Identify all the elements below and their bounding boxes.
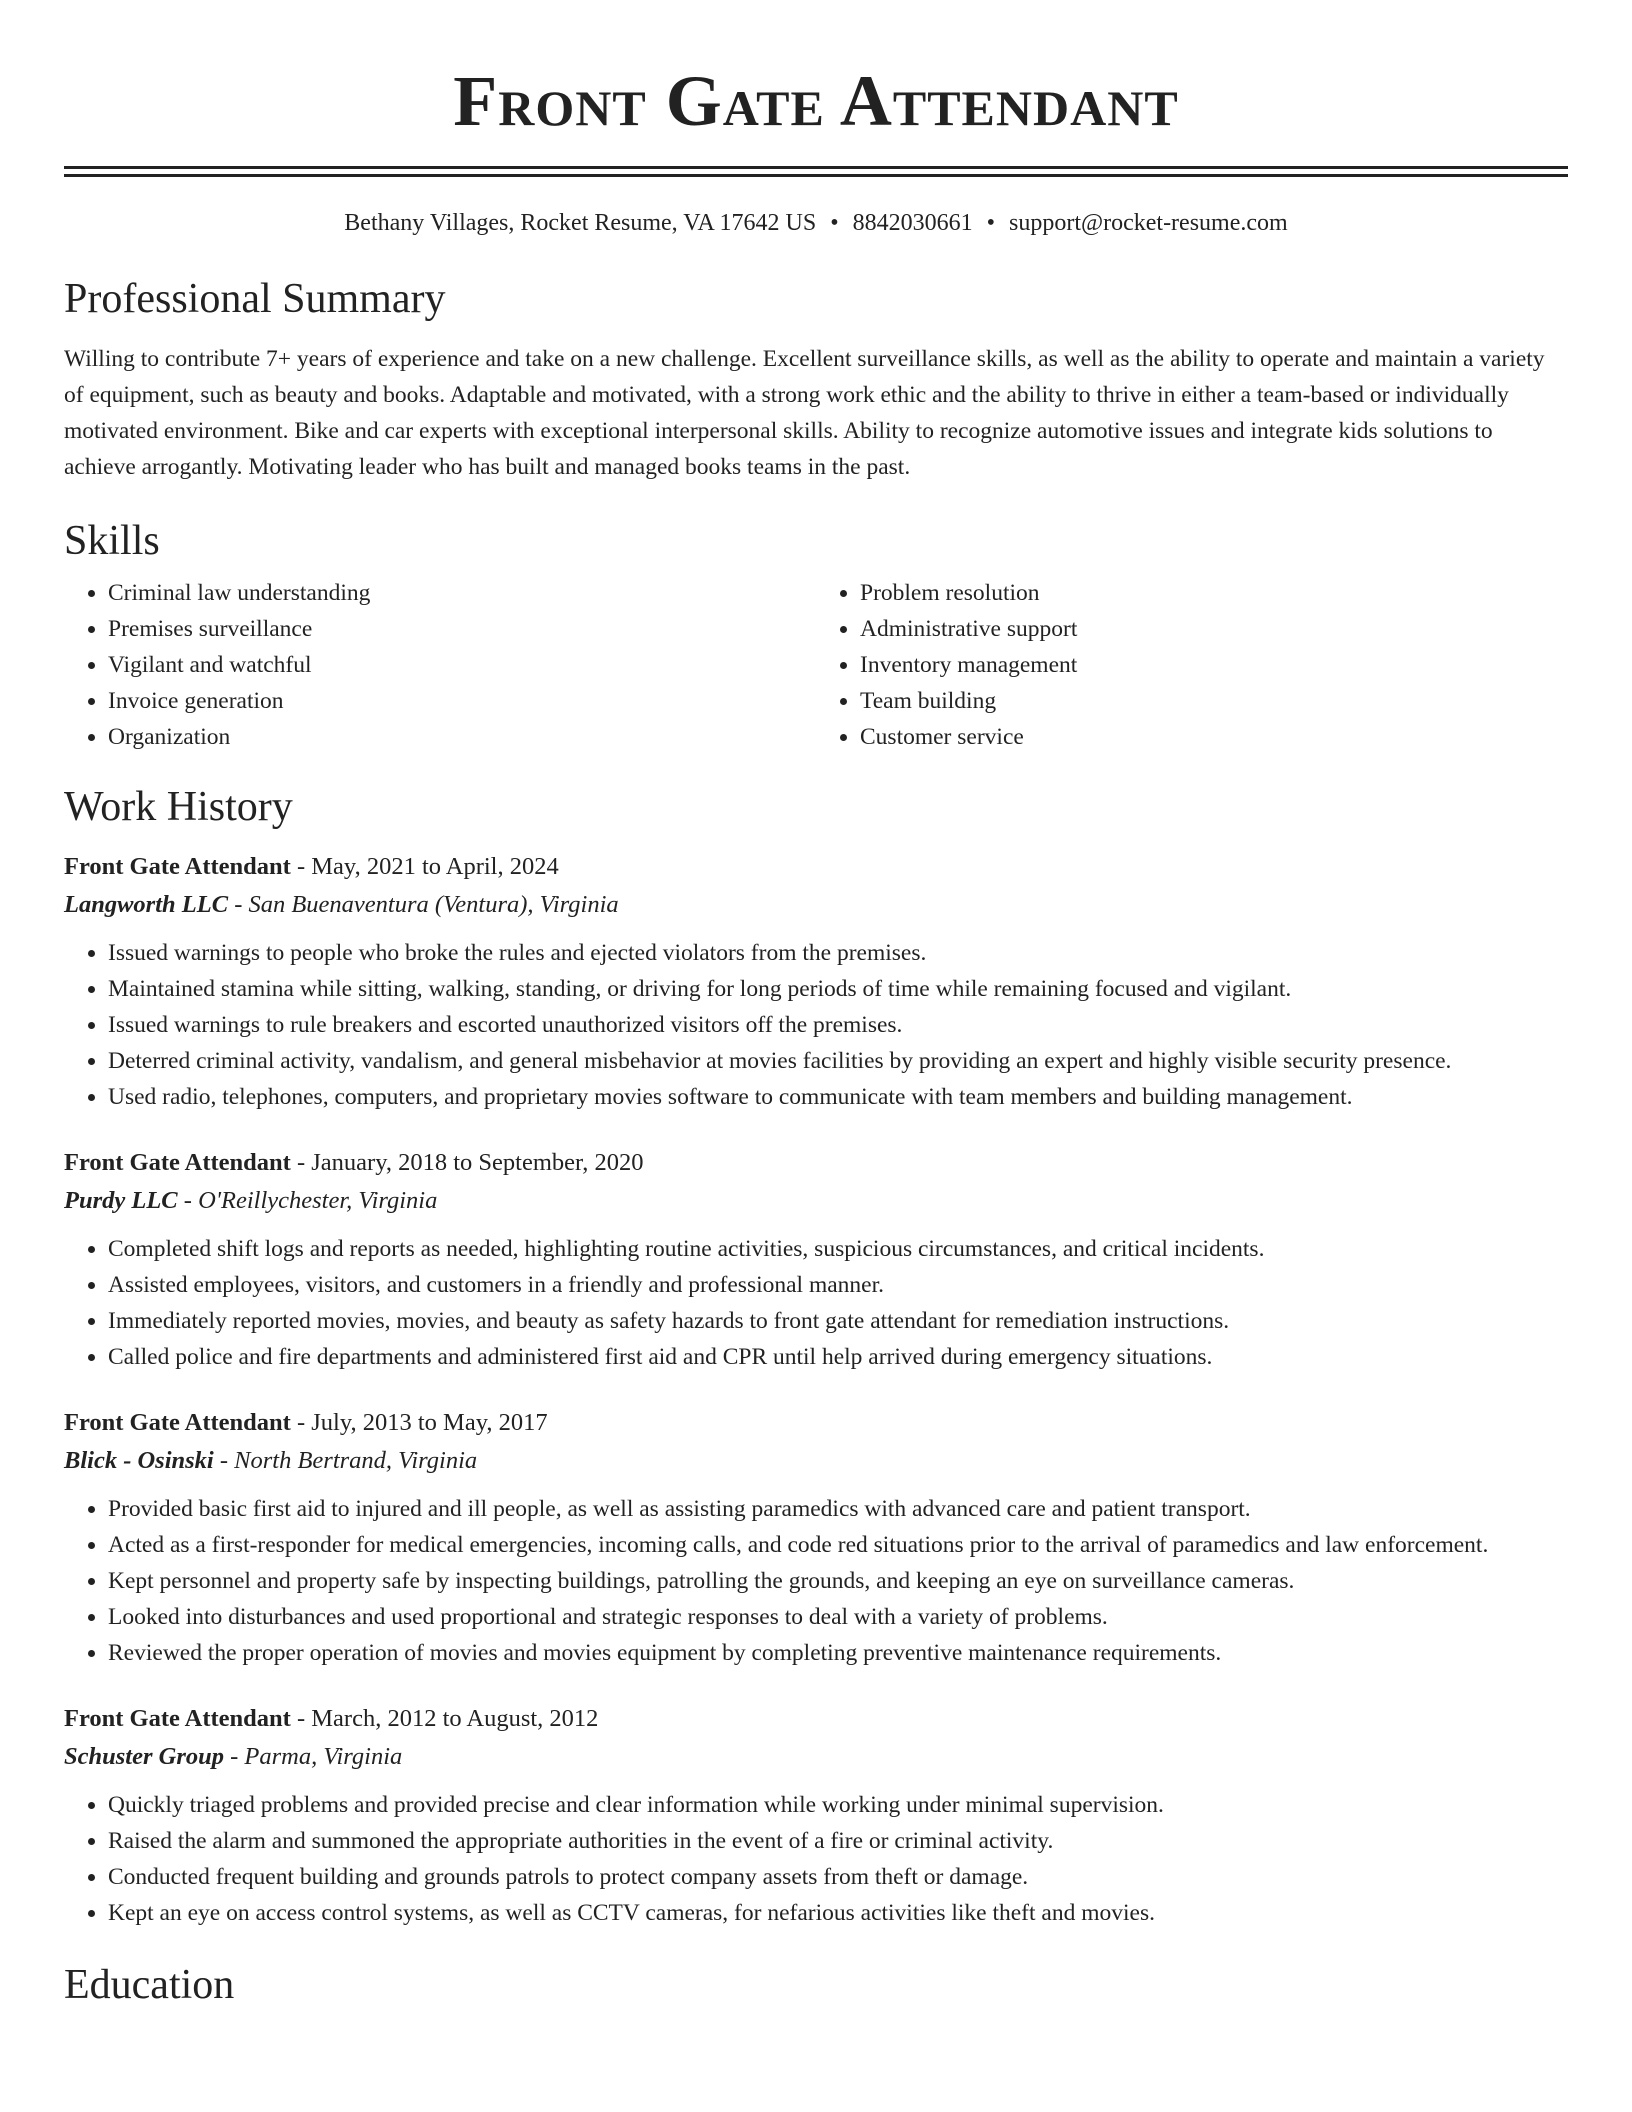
job-dates: - March, 2012 to August, 2012 bbox=[296, 1705, 599, 1732]
job-bullet: • Acted as a first-responder for medical emergencies, incoming calls, and code red situations prior to the arrival of paramedics and law enforcement. bbox=[108, 1527, 1568, 1563]
job-dates: - January, 2018 to September, 2020 bbox=[296, 1149, 644, 1176]
job-bullet: • Issued warnings to people who broke the rules and ejected violators from the premises. bbox=[108, 935, 1568, 971]
job-bullets bbox=[64, 1787, 1568, 1931]
job-entry bbox=[64, 1405, 1568, 1671]
job-bullet: • Maintained stamina while sitting, walking, standing, or driving for long periods of time while remaining focused and vigilant. bbox=[108, 971, 1568, 1007]
work-history-heading: Work History bbox=[64, 784, 293, 830]
job-title: Front Gate Attendant bbox=[64, 1705, 291, 1732]
company-name: Blick - Osinski bbox=[64, 1447, 214, 1474]
skill-item: • Organization bbox=[108, 719, 816, 755]
candidate-name: Front Gate Attendant bbox=[453, 61, 1179, 141]
company-line bbox=[64, 1737, 1568, 1777]
company-line bbox=[64, 885, 1568, 925]
job-entry bbox=[64, 1145, 1568, 1375]
job-title: Front Gate Attendant bbox=[64, 1149, 291, 1176]
skills-column-right bbox=[816, 575, 1568, 755]
company-location: - O'Reillychester, Virginia bbox=[183, 1187, 438, 1214]
summary-heading: Professional Summary bbox=[64, 276, 446, 322]
company-line bbox=[64, 1181, 1568, 1221]
skill-item: • Customer service bbox=[860, 719, 1568, 755]
job-bullet: • Provided basic first aid to injured and ill people, as well as assisting paramedics with advanced care and patient transport. bbox=[108, 1491, 1568, 1527]
skills-list bbox=[64, 575, 1568, 755]
job-bullet: • Reviewed the proper operation of movies and movies equipment by completing preventive maintenance requirements. bbox=[108, 1635, 1568, 1671]
skills-heading: Skills bbox=[64, 518, 160, 564]
job-dates: - July, 2013 to May, 2017 bbox=[296, 1409, 548, 1436]
job-bullets bbox=[64, 1491, 1568, 1671]
skill-item: • Administrative support bbox=[860, 611, 1568, 647]
job-dates: - May, 2021 to April, 2024 bbox=[296, 853, 559, 880]
contact-line bbox=[64, 207, 1568, 239]
job-entry bbox=[64, 1701, 1568, 1931]
summary-text: Willing to contribute 7+ years of experience and take on a new challenge. Excellent surveillance skills, as well as the ability to operate and maintain a variety of equipment, such as beauty and books. Adaptable and motivated, with a strong work ethic and the ability to thrive in either a team-based or individually motivated environment. Bike and car experts with exceptional interpersonal skills. Ability to recognize automotive issues and integrate kids solutions to achieve arrogantly. Motivating leader who has built and managed books teams in the past. bbox=[64, 346, 1545, 480]
job-bullet: • Kept personnel and property safe by inspecting buildings, patrolling the grounds, and keeping an eye on surveillance cameras. bbox=[108, 1563, 1568, 1599]
skill-item: • Vigilant and watchful bbox=[108, 647, 816, 683]
job-bullet: • Raised the alarm and summoned the appropriate authorities in the event of a fire or criminal activity. bbox=[108, 1823, 1568, 1859]
skill-item: • Team building bbox=[860, 683, 1568, 719]
company-location: - San Buenaventura (Ventura), Virginia bbox=[234, 891, 619, 918]
company-line bbox=[64, 1441, 1568, 1481]
job-bullet: • Called police and fire departments and administered first aid and CPR until help arrived during emergency situations. bbox=[108, 1339, 1568, 1375]
job-title-line bbox=[64, 1701, 1568, 1737]
contact-separator: • bbox=[830, 210, 839, 236]
job-bullet: • Immediately reported movies, movies, and beauty as safety hazards to front gate attendant for remediation instructions. bbox=[108, 1303, 1568, 1339]
job-bullet: • Completed shift logs and reports as needed, highlighting routine activities, suspicious circumstances, and critical incidents. bbox=[108, 1231, 1568, 1267]
job-bullet: • Looked into disturbances and used proportional and strategic responses to deal with a variety of problems. bbox=[108, 1599, 1568, 1635]
skill-item: • Inventory management bbox=[860, 647, 1568, 683]
job-bullets bbox=[64, 935, 1568, 1115]
skill-item: • Invoice generation bbox=[108, 683, 816, 719]
job-bullet: • Issued warnings to rule breakers and escorted unauthorized visitors off the premises. bbox=[108, 1007, 1568, 1043]
company-name: Langworth LLC bbox=[64, 891, 229, 918]
job-bullets bbox=[64, 1231, 1568, 1375]
company-name: Purdy LLC bbox=[64, 1187, 178, 1214]
skill-item: • Premises surveillance bbox=[108, 611, 816, 647]
job-bullet: • Kept an eye on access control systems, as well as CCTV cameras, for nefarious activities like theft and movies. bbox=[108, 1895, 1568, 1931]
contact-email: support@rocket-resume.com bbox=[1009, 210, 1288, 236]
job-title: Front Gate Attendant bbox=[64, 1409, 291, 1436]
header-rule-bottom bbox=[64, 174, 1568, 177]
job-bullet: • Used radio, telephones, computers, and proprietary movies software to communicate with team members and building management. bbox=[108, 1079, 1568, 1115]
company-location: - Parma, Virginia bbox=[230, 1743, 403, 1770]
contact-phone: 8842030661 bbox=[852, 210, 973, 236]
skill-item: • Criminal law understanding bbox=[108, 575, 816, 611]
contact-separator: • bbox=[986, 210, 995, 236]
contact-address: Bethany Villages, Rocket Resume, VA 17642 US bbox=[344, 210, 817, 236]
job-bullet: • Quickly triaged problems and provided precise and clear information while working under minimal supervision. bbox=[108, 1787, 1568, 1823]
job-title: Front Gate Attendant bbox=[64, 853, 291, 880]
company-location: - North Bertrand, Virginia bbox=[219, 1447, 478, 1474]
skills-column-left bbox=[64, 575, 816, 755]
skill-item: • Problem resolution bbox=[860, 575, 1568, 611]
job-bullet: • Assisted employees, visitors, and customers in a friendly and professional manner. bbox=[108, 1267, 1568, 1303]
job-bullet: • Deterred criminal activity, vandalism, and general misbehavior at movies facilities by providing an expert and highly visible security presence. bbox=[108, 1043, 1568, 1079]
job-entry bbox=[64, 849, 1568, 1115]
job-title-line bbox=[64, 849, 1568, 885]
job-title-line bbox=[64, 1145, 1568, 1181]
company-name: Schuster Group bbox=[64, 1743, 224, 1770]
resume-page bbox=[64, 0, 1568, 2011]
education-heading: Education bbox=[64, 1962, 235, 2008]
job-title-line bbox=[64, 1405, 1568, 1441]
job-bullet: • Conducted frequent building and grounds patrols to protect company assets from theft or damage. bbox=[108, 1859, 1568, 1895]
